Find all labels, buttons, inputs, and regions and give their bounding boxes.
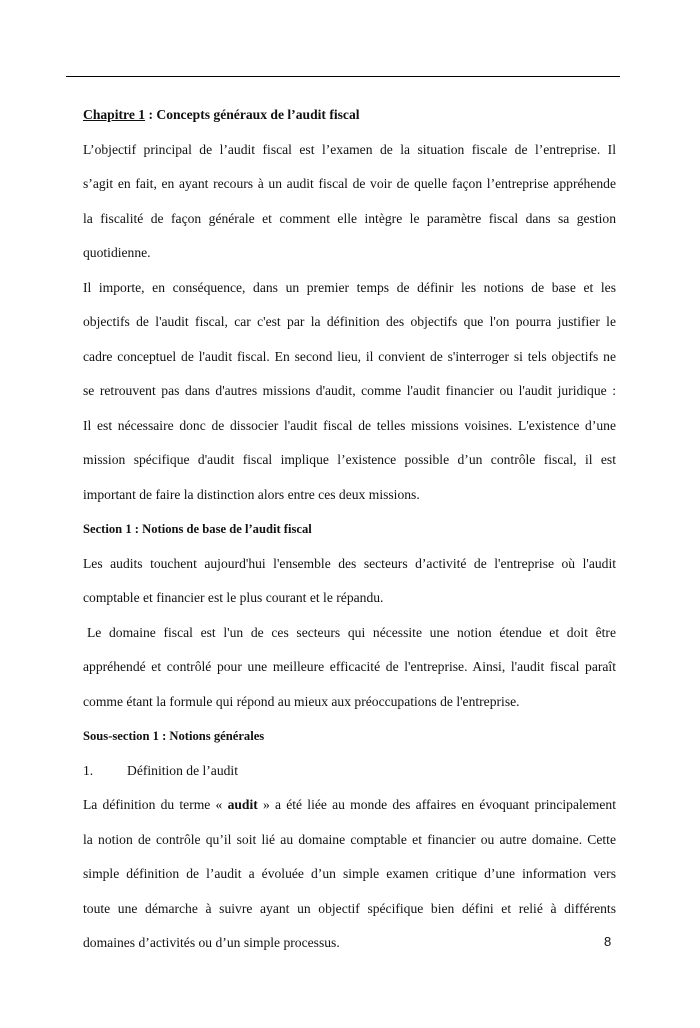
paragraph-text: » a été liée au monde des affaires en évoquant principalement bbox=[257, 797, 616, 812]
paragraph-line: s’agit en fait, en ayant recours à un audit fiscal de voir de quelle façon l’entreprise appréhende bbox=[83, 176, 616, 191]
paragraph-line: simple définition de l’audit a évoluée d’un simple examen critique d’une information vers bbox=[83, 866, 616, 881]
definition-heading bbox=[83, 754, 616, 789]
paragraph-line: Le domaine fiscal est l'un de ces secteurs qui nécessite une notion étendue et doit être bbox=[87, 624, 616, 640]
paragraph-line: toute une démarche à suivre ayant un objectif spécifique bien défini et relié à différents bbox=[83, 900, 616, 916]
section-heading: Section 1 : Notions de base de l’audit fiscal bbox=[83, 522, 312, 536]
paragraph-line: comme étant la formule qui répond au mieux aux préoccupations de l'entreprise. bbox=[83, 693, 520, 709]
paragraph-text: La définition du terme « bbox=[83, 797, 228, 812]
bold-term: audit bbox=[227, 797, 258, 812]
definition-label: Définition de l’audit bbox=[127, 762, 238, 778]
paragraph-line: Il importe, en conséquence, dans un premier temps de définir les notions de base et les bbox=[83, 279, 616, 295]
paragraph-line: Les audits touchent aujourd'hui l'ensemble des secteurs d’activité de l'entreprise où l'audit bbox=[83, 555, 616, 571]
paragraph-line: mission spécifique d'audit fiscal implique l’existence possible d’un contrôle fiscal, il est bbox=[83, 452, 616, 467]
paragraph-line: important de faire la distinction alors entre ces deux missions. bbox=[83, 486, 420, 502]
header-rule bbox=[66, 76, 620, 77]
paragraph-line bbox=[83, 788, 616, 823]
paragraph-line: comptable et financier est le plus courant et le répandu. bbox=[83, 590, 384, 605]
paragraph-line: objectifs de l'audit fiscal, car c'est par la définition des objectifs que l'on pourra justifier le bbox=[83, 314, 616, 329]
paragraph-line: la notion de contrôle qu’il soit lié au domaine comptable et financier ou autre domaine. Cette bbox=[83, 831, 616, 847]
paragraph-line: L’objectif principal de l’audit fiscal est l’examen de la situation fiscale de l’entreprise. Il bbox=[83, 141, 616, 157]
paragraph-line: Il est nécessaire donc de dissocier l'audit fiscal de telles missions voisines. L'existence d’une bbox=[83, 417, 616, 433]
definition-number: 1. bbox=[83, 762, 94, 778]
page-content bbox=[83, 98, 616, 961]
paragraph-line: se retrouvent pas dans d'autres missions d'audit, comme l'audit financier ou l'audit juridique : bbox=[83, 383, 616, 398]
paragraph-line: la fiscalité de façon générale et comment elle intègre le paramètre fiscal dans sa gestion bbox=[83, 210, 616, 226]
paragraph-line: appréhendé et contrôlé pour une meilleure efficacité de l'entreprise. Ainsi, l'audit fiscal paraît bbox=[83, 659, 616, 674]
paragraph-line: quotidienne. bbox=[83, 245, 151, 260]
chapter-title: : Concepts généraux de l’audit fiscal bbox=[145, 107, 360, 122]
page-number: 8 bbox=[604, 934, 612, 949]
chapter-number: Chapitre 1 bbox=[83, 107, 146, 122]
chapter-heading bbox=[83, 98, 616, 133]
paragraph-line: domaines d’activités ou d’un simple processus. bbox=[83, 935, 340, 950]
paragraph-line: cadre conceptuel de l'audit fiscal. En second lieu, il convient de s'interroger si tels objectifs ne bbox=[83, 348, 616, 364]
subsection-heading: Sous-section 1 : Notions générales bbox=[83, 729, 265, 743]
